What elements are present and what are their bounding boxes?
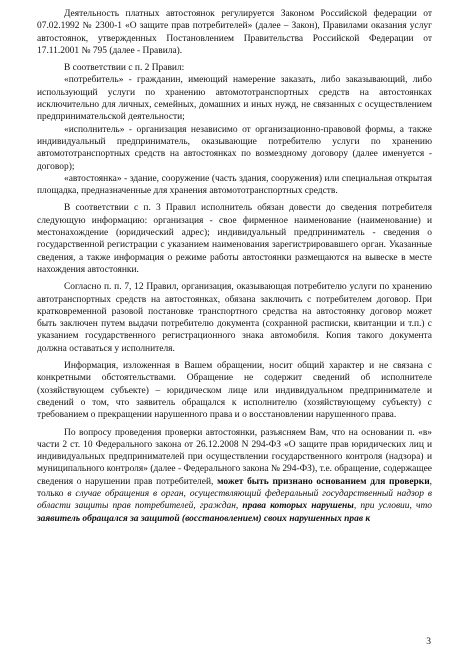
text-segment: может быть признано основанием для проверки (217, 476, 430, 487)
text-segment: в случае обращения в орган, осуществляющий федеральный государственный надзор в области защиты прав потребителей, граждан, (37, 488, 432, 512)
text-segment: По вопросу проведения проверки автостоянки, разъясняем Вам, что на основании п. «в» части 2 ст. 10 Федерального закона от 26.12.2008 N 294-ФЗ «О защите прав юридических лиц и индивидуальных предпринимателей при осуществлении государственного контроля (надзора) и муниципального контроля» (далее - Федерального закона № 294-ФЗ), т.е. обращение, содержащее сведения о нарушении прав потребителей, (37, 427, 432, 487)
text-segment: права которых нарушены (242, 501, 354, 512)
paragraph-p2 (37, 62, 432, 74)
text-segment: Информация, изложенная в Вашем обращении, носит общий характер и не связана с конкретными обстоятельствами. Обращение не содержит сведений об исполнителе (хозяйствующем субъекте) – юридическом лице или индивидуальном предпринимателе и сведений о том, что заявитель обращался к исполнителю (хозяйствующему субъекту) с требованием о прекращении нарушенного права и о восстановлении нарушенного права. (37, 361, 432, 421)
paragraph-p5 (37, 173, 432, 198)
page-number: 3 (426, 637, 431, 647)
text-segment: «исполнитель» - организация независимо от организационно-правовой формы, а также индивидуальный предприниматель, оказывающие потребителю услуги по хранению автомототранспортных средств на автостоянках по возмездному договору (далее именуется - договор); (37, 124, 432, 172)
paragraph-p7 (37, 281, 432, 355)
document-body (37, 8, 432, 525)
text-segment: , только (37, 476, 432, 499)
paragraph-p8 (37, 360, 432, 421)
paragraph-p6 (37, 202, 432, 276)
text-segment: , при условии, что (353, 501, 432, 512)
text-segment: «потребитель» - гражданин, имеющий намерение заказать, либо заказывающий, либо использующий услуги по хранению автомототранспортных средств на автостоянках исключительно для личных, семейных, домашних и иных нужд, не связанных с осуществлением предпринимательской деятельности; (37, 75, 432, 123)
text-segment: В соответствии с п. 2 Правил: (64, 63, 185, 74)
paragraph-p3 (37, 74, 432, 123)
text-segment: В соответствии с п. 3 Правил исполнитель обязан довести до сведения потребителя следующую информацию: организация - свое фирменное наименование (наименование) и местонахождение (юридический адрес); индивидуальный предприниматель - сведения о государственной регистрации с указанием наименования зарегистрировавшего орган. Указанные сведения, а также информация о режиме работы автостоянки размещаются на вывеске в месте нахождения автостоянки. (37, 203, 432, 275)
text-segment: заявитель обращался за защитой (восстановлением) своих нарушенных прав к (37, 513, 371, 524)
paragraph-p1 (37, 8, 432, 57)
paragraph-p9 (37, 427, 432, 525)
text-segment: «автостоянка» - здание, сооружение (часть здания, сооружения) или специальная открытая площадка, предназначенные для хранения автомототранспортных средств. (37, 173, 432, 197)
text-segment: Деятельность платных автостоянок регулируется Законом Российской федерации от 07.02.1992 № 2300-1 «О защите прав потребителей» (далее – Закон), Правилами оказания услуг автостоянок, утвержденных Постановлением Правительства Российской Федерации от 17.11.2001 № 795 (далее - Правила). (37, 9, 432, 56)
text-segment: Согласно п. п. 7, 12 Правил, организация, оказывающая потребителю услуги по хранению автотранспортных средств на автостоянках, обязана заключить с потребителем договор. При кратковременной разовой постановке транспортного средства на автостоянку договор может быть заключен путем выдачи потребителю документа (сохранной расписки, квитанции и т.п.) с указанием государственного регистрационного знака автомобиля. Копия такого документа должна оставаться у исполнителя. (37, 282, 432, 354)
paragraph-p4 (37, 124, 432, 173)
